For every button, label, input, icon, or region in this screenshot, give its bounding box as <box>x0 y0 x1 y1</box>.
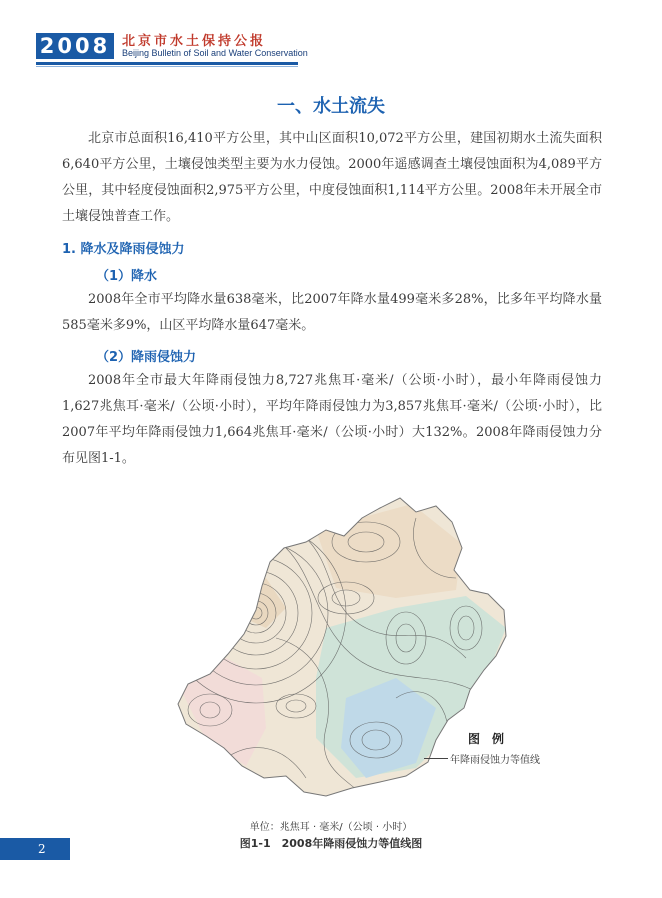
subheading-precipitation: （1）降水 <box>96 269 158 284</box>
figure-unit-note: 单位：兆焦耳 · 毫米/（公顷 · 小时） <box>249 822 413 833</box>
page-number-badge: 2 <box>0 838 70 860</box>
erosivity-paragraph: 2008年全市最大年降雨侵蚀力8,727兆焦耳·毫米/（公顷·小时），最小年降雨侵蚀力1,627兆焦耳·毫米/（公顷·小时），平均年降雨侵蚀力为3,857兆焦耳·毫米/（公顷·小时），比2007年平均年降雨侵蚀力1,664兆焦耳·毫米/（公顷·小时）大132%。2008年降雨侵蚀力分布见图1-1。 <box>62 373 602 466</box>
header-title-english: Beijing Bulletin of Soil and Water Conservation <box>122 48 308 58</box>
figure-caption: 图1-1 2008年降雨侵蚀力等值线图 <box>239 837 423 850</box>
header-title-chinese: 北京市水土保持公报 <box>122 34 267 49</box>
header-divider <box>36 62 298 65</box>
subheading-rainfall-erosivity: （2）降雨侵蚀力 <box>96 350 197 365</box>
precipitation-paragraph: 2008年全市平均降水量638毫米，比2007年降水量499毫米多28%，比多年平均降水量585毫米多9%，山区平均降水量647毫米。 <box>62 292 602 333</box>
section-title: 一、水土流失 <box>277 96 385 117</box>
legend-title: 图 例 <box>468 732 505 746</box>
header-divider-thin <box>36 66 298 67</box>
page-header <box>0 0 662 80</box>
header-year-badge: 2008 <box>36 33 114 59</box>
legend-item-label: 年降雨侵蚀力等值线 <box>450 755 540 766</box>
contour-line-swatch <box>424 758 448 759</box>
intro-paragraph: 北京市总面积16,410平方公里，其中山区面积10,072平方公里，建国初期水土流失面积6,640平方公里，土壤侵蚀类型主要为水力侵蚀。2000年遥感调查土壤侵蚀面积为4,089平方公里，其中轻度侵蚀面积2,975平方公里，中度侵蚀面积1,114平方公里。2008年未开展全市土壤侵蚀普查工作。 <box>62 131 602 224</box>
legend-item <box>424 751 540 766</box>
subheading-precipitation-erosivity: 1. 降水及降雨侵蚀力 <box>62 242 185 257</box>
